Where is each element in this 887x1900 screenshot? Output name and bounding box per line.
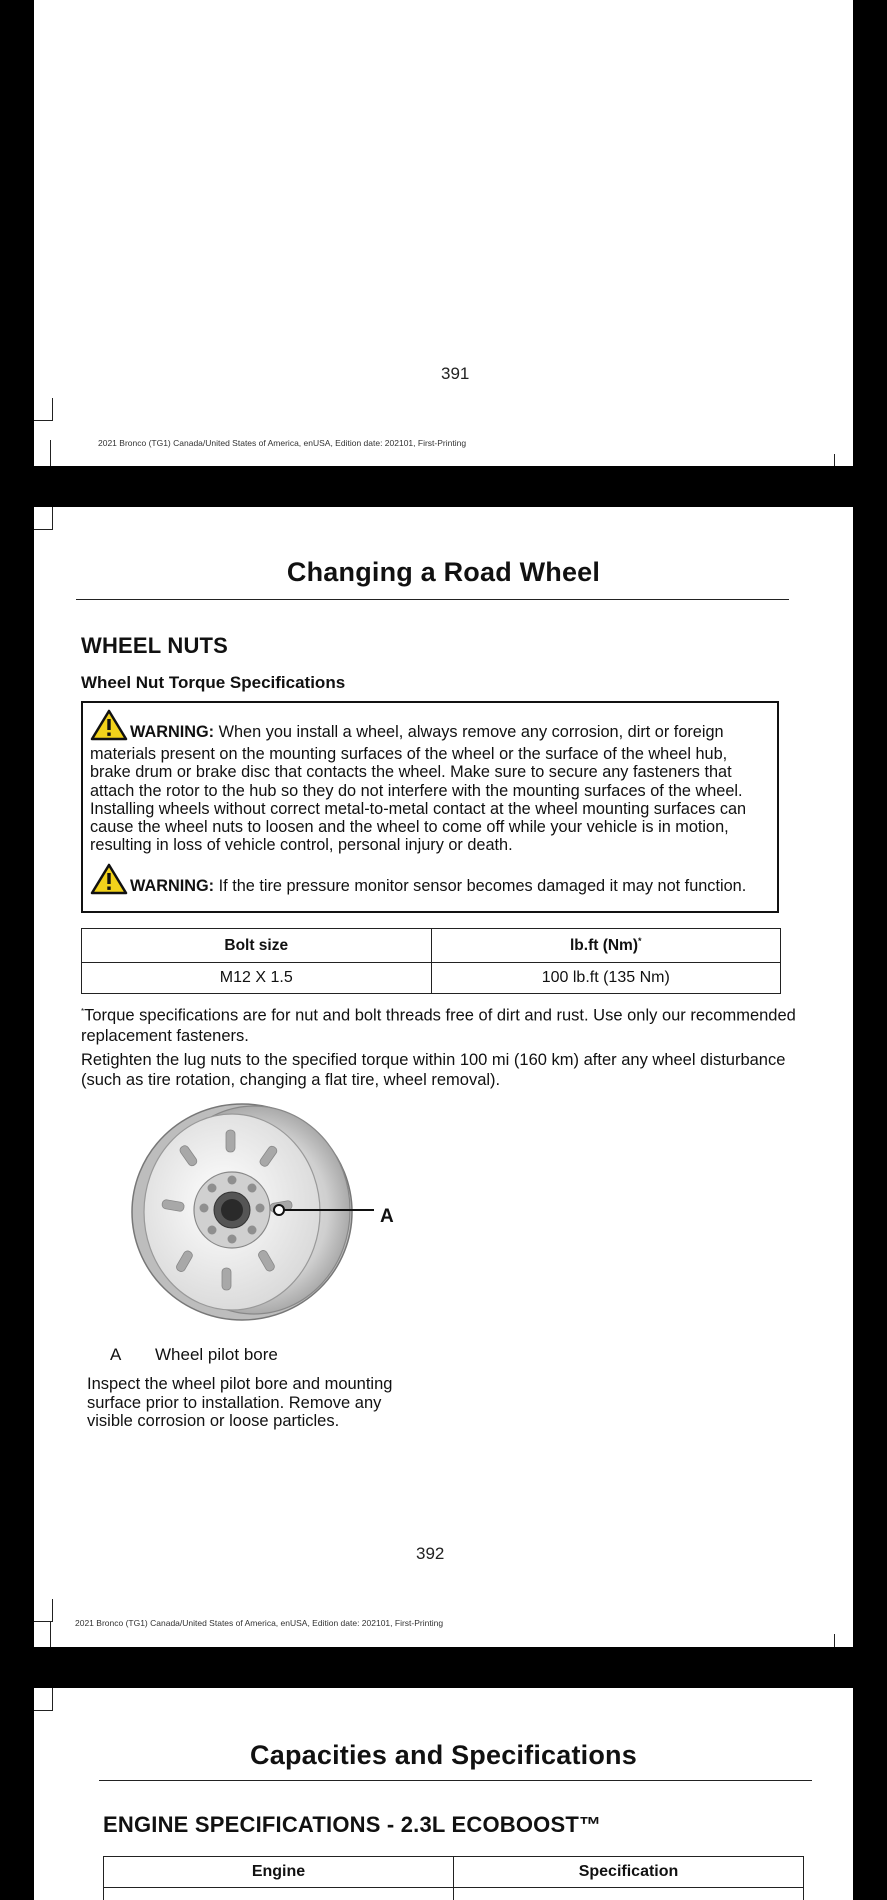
torque-table [81, 928, 781, 994]
chapter-title: Capacities and Specifications [250, 1740, 637, 1770]
wheel-illustration [114, 1100, 374, 1330]
crop-mark [34, 1599, 53, 1622]
table-header-row [82, 929, 781, 963]
chapter-title: Changing a Road Wheel [286, 557, 601, 587]
footnote-text: Torque specifications are for nut and bolt threads free of dirt and rust. Use only our recommended replacement fasteners. [81, 1006, 796, 1045]
page-391 [34, 0, 853, 466]
title-rule [76, 599, 789, 600]
footnote-mark: * [81, 1007, 85, 1016]
warning-paragraph [90, 863, 770, 899]
warning-box [81, 701, 779, 913]
page-393 [34, 1688, 853, 1900]
header-label: lb.ft (Nm) [569, 937, 638, 955]
warning-triangle-icon [90, 709, 128, 745]
figure-legend [110, 1345, 278, 1365]
callout-label: A [380, 1206, 394, 1227]
crop-mark [50, 440, 51, 466]
table-row [82, 963, 781, 994]
crop-mark [834, 1634, 835, 1647]
page-number: 391 [441, 364, 470, 383]
warning-paragraph [90, 709, 770, 854]
table-header-cell [431, 929, 781, 963]
retighten-paragraph: Retighten the lug nuts to the specified torque within 100 mi (160 km) after any wheel disturbance (such as tire rotation, changing a flat tire, wheel removal). [81, 1051, 786, 1089]
section-title: ENGINE SPECIFICATIONS - 2.3L ECOBOOST™ [103, 1812, 602, 1837]
page-392 [34, 507, 853, 1647]
page-number: 392 [416, 1544, 445, 1563]
crop-mark [34, 1688, 53, 1711]
table-header-row [104, 1857, 804, 1888]
section-title: WHEEL NUTS [81, 633, 229, 658]
warning-text: If the tire pressure monitor sensor becomes damaged it may not function. [214, 877, 747, 896]
subsection-title: Wheel Nut Torque Specifications [81, 673, 346, 692]
warning-label: WARNING: [130, 877, 215, 896]
table-cell [454, 1888, 804, 1900]
table-header-cell: Specification [454, 1857, 804, 1888]
table-row [104, 1888, 804, 1900]
crop-mark [34, 507, 53, 530]
engine-spec-table [103, 1856, 804, 1900]
crop-mark [834, 454, 835, 466]
warning-label: WARNING: [130, 723, 215, 741]
crop-mark [34, 398, 53, 421]
warning-triangle-icon [90, 863, 128, 899]
footnote-mark: * [638, 935, 642, 946]
table-cell [104, 1888, 454, 1900]
legend-text: Wheel pilot bore [155, 1345, 278, 1364]
inspect-paragraph: Inspect the wheel pilot bore and mounting surface prior to installation. Remove any visible corrosion or loose particles. [87, 1375, 393, 1430]
table-cell: M12 X 1.5 [82, 963, 432, 994]
page-footer: 2021 Bronco (TG1) Canada/United States of America, enUSA, Edition date: 202101, First-Printing [98, 438, 467, 448]
title-rule [99, 1780, 812, 1781]
legend-letter: A [110, 1345, 122, 1364]
warning-text: When you install a wheel, always remove any corrosion, dirt or foreign materials present on the mounting surfaces of the wheel or the surface of the wheel hub, brake drum or brake disc that contacts the wheel. Make sure to secure any fasteners that attach the rotor to the hub so they do not interfere with the mounting surfaces of the wheel. Installing wheels without correct metal-to-metal contact at the wheel mounting surfaces can cause the wheel nuts to loosen and the wheel to come off while your vehicle is in motion, resulting in loss of vehicle control, personal injury or death. [90, 723, 747, 855]
footnote [81, 1002, 801, 1046]
page-footer: 2021 Bronco (TG1) Canada/United States of America, enUSA, Edition date: 202101, First-Printing [75, 1618, 444, 1628]
table-header-cell: Bolt size [82, 929, 432, 963]
crop-mark [50, 1621, 51, 1647]
table-cell: 100 lb.ft (135 Nm) [431, 963, 781, 994]
table-header-cell: Engine [104, 1857, 454, 1888]
